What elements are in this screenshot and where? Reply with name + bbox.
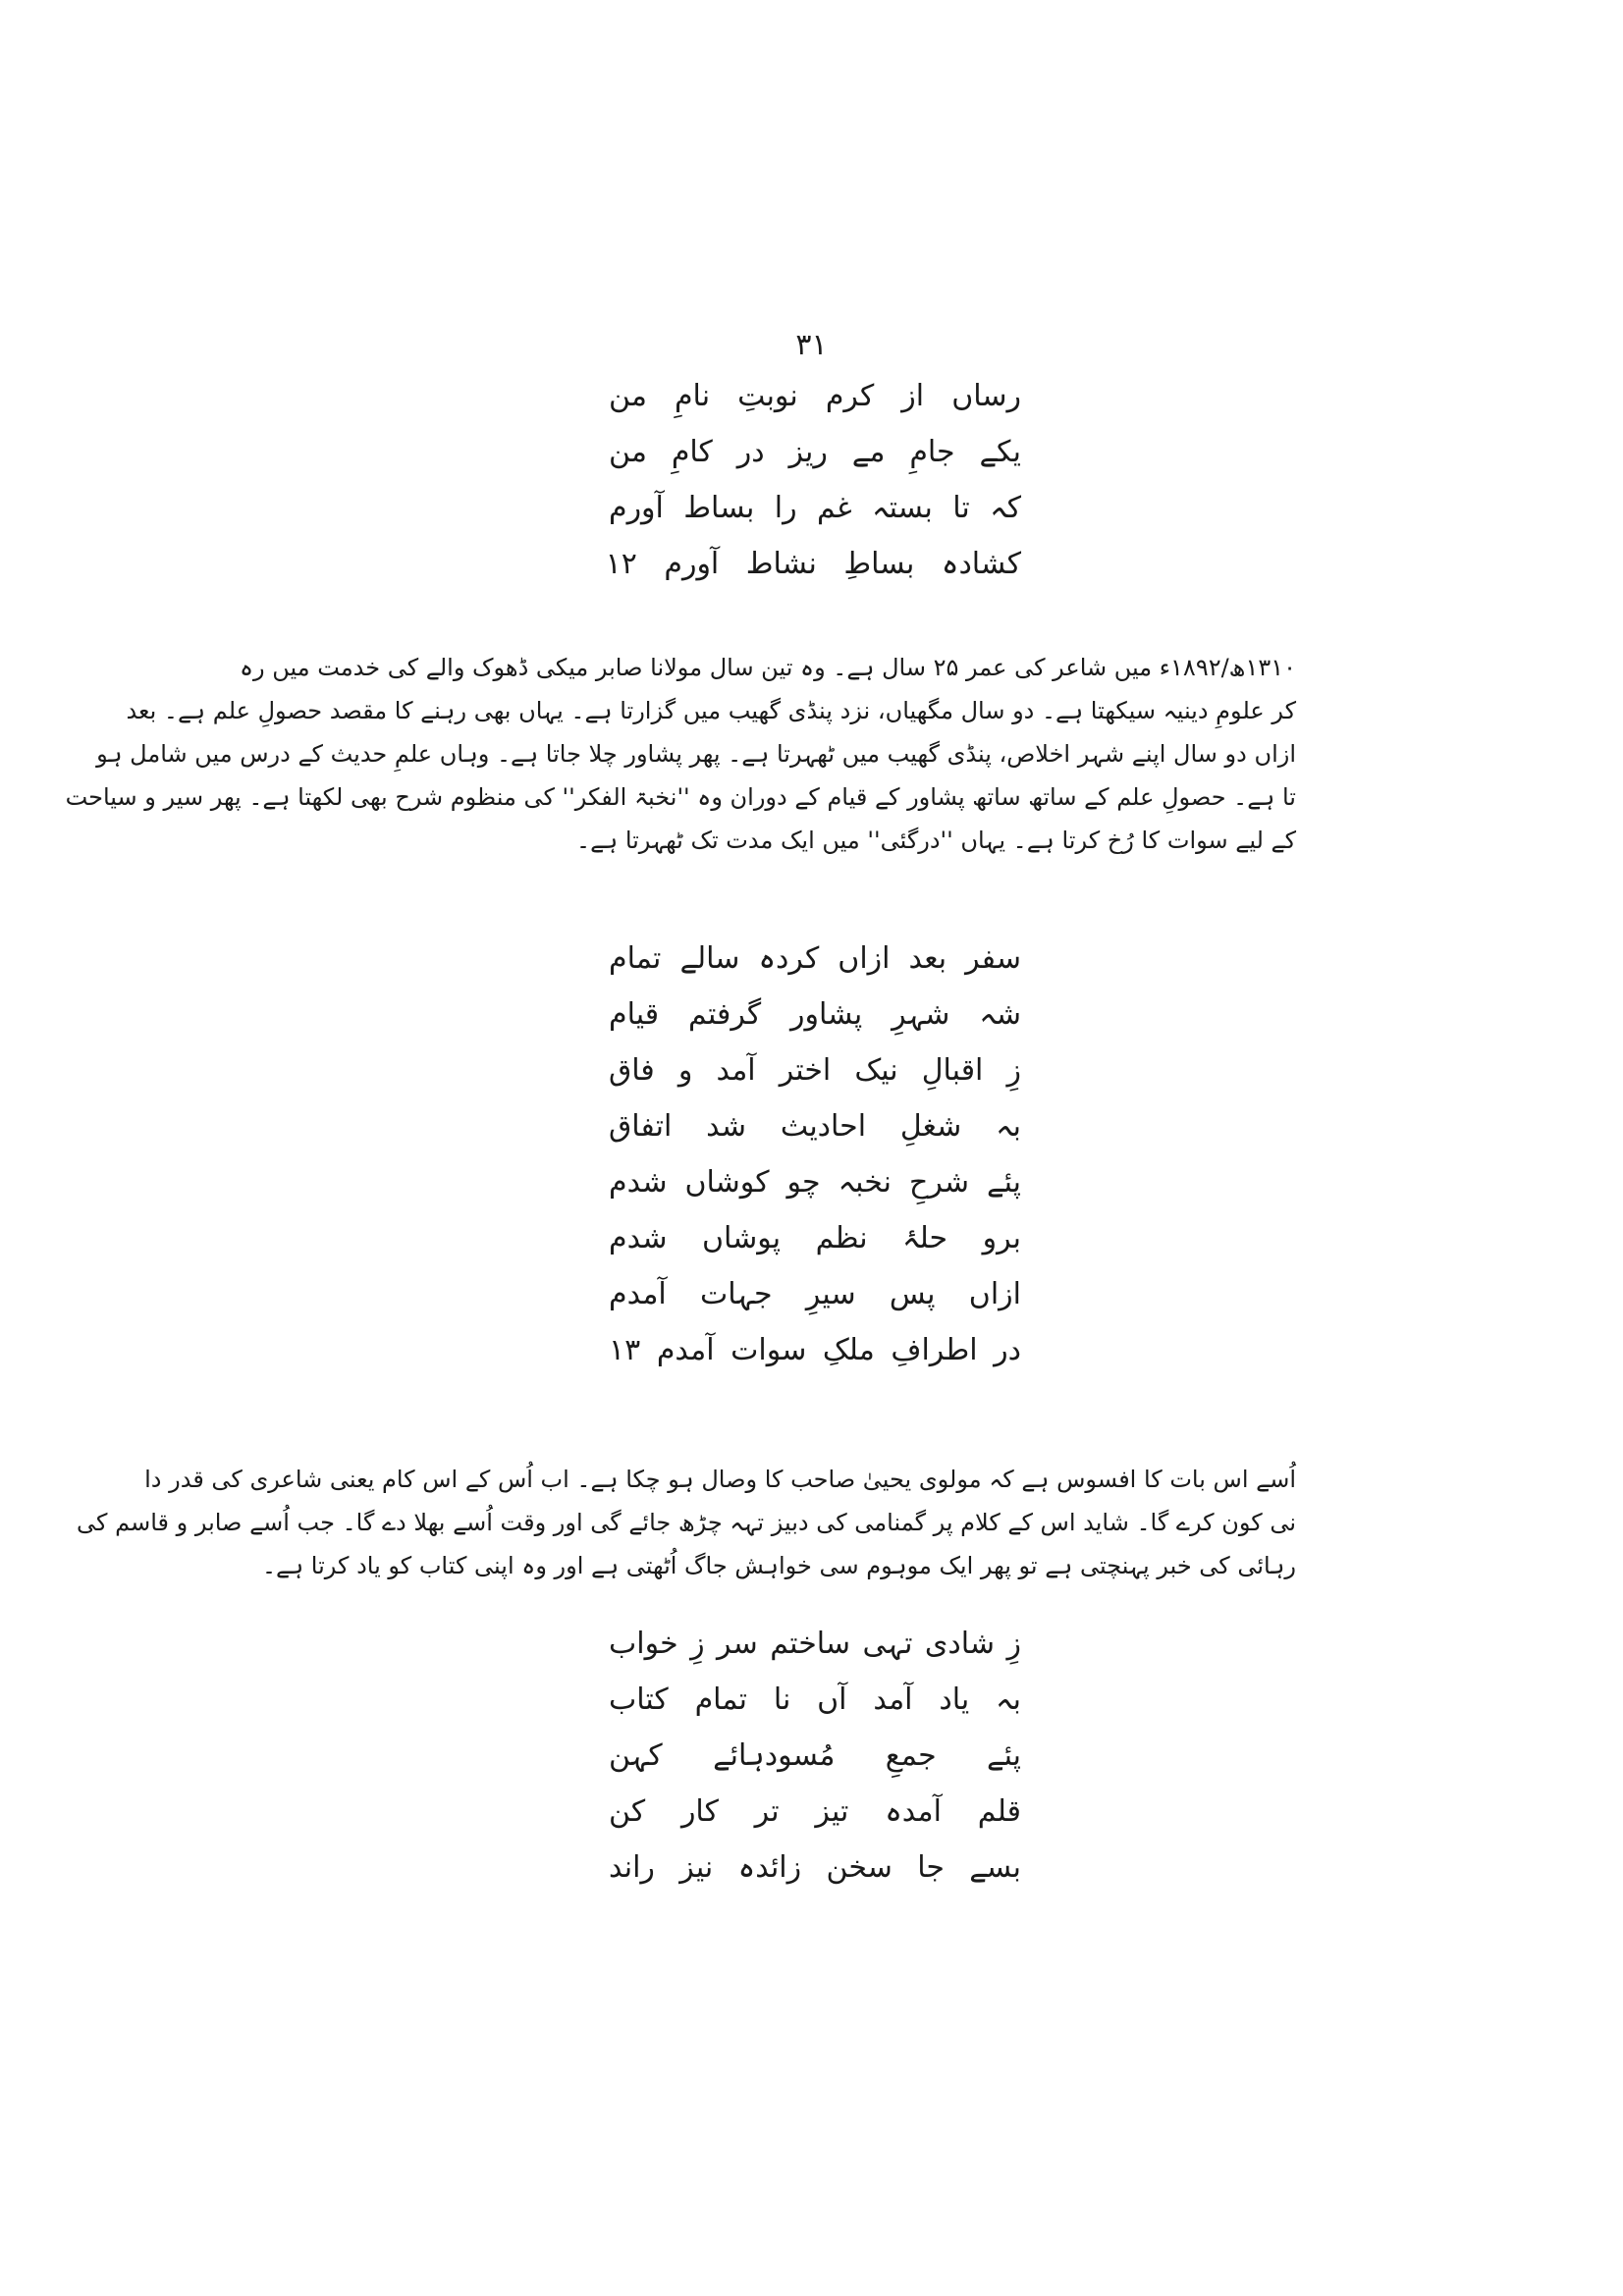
paragraph-line: اُسے اس بات کا افسوس ہے کہ مولوی یحییٰ صاحب کا وصال ہو چکا ہے۔ اب اُس کے اس کام یعنی شاعری کی قدر دا [144, 1466, 1296, 1493]
verse-line: رساں از کرم نوبتِ نامِ من [609, 379, 1021, 413]
verse-line: کشادہ بساطِ نشاط آورم ۱۲ [605, 547, 1021, 581]
verse-line: بہ شغلِ احادیث شد اتفاق [609, 1109, 1021, 1144]
verse-line: برو حلۂ نظم پوشاں شدم [609, 1221, 1021, 1255]
page-number: ۳۱ [795, 328, 828, 362]
paragraph-line: کر علومِ دینیہ سیکھتا ہے۔ دو سال مگھیاں، نزد پنڈی گھیب میں گزارتا ہے۔ یہاں بھی رہنے کا مقصد حصولِ علم ہے۔ بعد [126, 697, 1296, 724]
paragraph-2 [77, 1458, 1296, 1587]
verse-line: پئے جمعِ مُسودہائے کہن [609, 1738, 1021, 1773]
paragraph-line: تا ہے۔ حصولِ علم کے ساتھ ساتھ پشاور کے قیام کے دوران وہ ''نخبۃ الفکر'' کی منظوم شرح بھی لکھتا ہے۔ پھر سیر و سیاحت [65, 783, 1296, 811]
paragraph-1 [65, 646, 1296, 862]
verse-block-3 [609, 1616, 1021, 1896]
paragraph-line: رہائی کی خبر پہنچتی ہے تو پھر ایک موہوم سی خواہش جاگ اُٹھتی ہے اور وہ اپنی کتاب کو یاد کرتا ہے۔ [261, 1552, 1296, 1579]
paragraph-line: ازاں دو سال اپنے شہر اخلاص، پنڈی گھیب میں ٹھہرتا ہے۔ پھر پشاور چلا جاتا ہے۔ وہاں علمِ حدیث کے درس میں شامل ہو [96, 740, 1296, 768]
verse-line: یکے جامِ مے ریز در کامِ من [609, 435, 1021, 469]
verse-block-2 [609, 931, 1021, 1378]
verse-line: سفر بعد ازاں کردہ سالے تمام [609, 941, 1021, 976]
verse-block-1 [605, 368, 1021, 592]
verse-line: پئے شرحِ نخبہ چو کوشاں شدم [609, 1165, 1021, 1200]
paragraph-line: ۱۳۱۰ھ/۱۸۹۲ء میں شاعر کی عمر ۲۵ سال ہے۔ وہ تین سال مولانا صابر میکی ڈھوک والے کی خدمت میں رہ [239, 654, 1296, 681]
paragraph-line: نی کون کرے گا۔ شاید اس کے کلام پر گمنامی کی دبیز تہہ چڑھ جائے گی اور وقت اُسے بھلا دے گا۔ جب اُسے صابر و قاسم کی [77, 1509, 1296, 1536]
verse-line: بہ یاد آمد آں نا تمام کتاب [609, 1682, 1021, 1717]
verse-line: قلم آمدہ تیز تر کار کن [609, 1794, 1021, 1829]
verse-line: کہ تا بستہ غم را بساط آورم [609, 491, 1021, 525]
verse-line: زِ اقبالِ نیک اختر آمد و فاق [609, 1053, 1021, 1088]
verse-line: شہ شہرِ پشاور گرفتم قیام [609, 997, 1021, 1032]
verse-line: ازاں پس سیرِ جہات آمدم [609, 1277, 1021, 1311]
verse-line: در اطرافِ ملکِ سوات آمدم ۱۳ [609, 1333, 1021, 1367]
paragraph-line: کے لیے سوات کا رُخ کرتا ہے۔ یہاں ''درگئی'' میں ایک مدت تک ٹھہرتا ہے۔ [576, 827, 1296, 854]
verse-line: زِ شادی تہی ساختم سر زِ خواب [609, 1627, 1021, 1661]
verse-line: بسے جا سخن زائدہ نیز راند [609, 1850, 1021, 1885]
